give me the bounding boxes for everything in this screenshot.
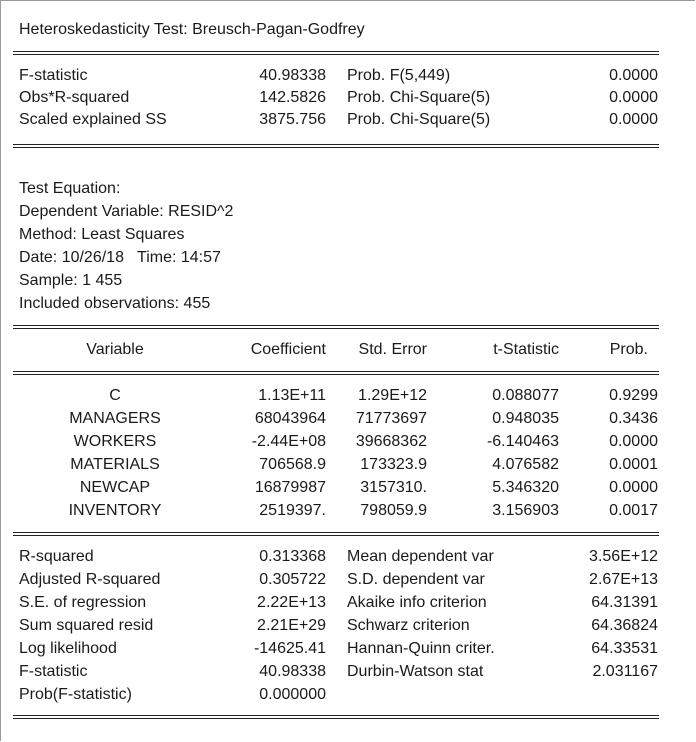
summary-value-2: 64.33531 <box>591 640 658 657</box>
sample-range: Sample: 1 455 <box>19 272 123 289</box>
cell-prob: 0.3436 <box>609 410 658 427</box>
summary-value: 0.313368 <box>259 548 326 565</box>
prob-value: 0.0000 <box>609 111 658 128</box>
prob-label: Prob. Chi-Square(5) <box>347 111 491 128</box>
cell-std-error: 39668362 <box>355 433 427 450</box>
cell-variable: INVENTORY <box>68 502 162 519</box>
cell-t-statistic: 0.948035 <box>492 410 559 427</box>
cell-variable: WORKERS <box>73 433 157 450</box>
divider <box>13 532 659 536</box>
cell-t-statistic: -6.140463 <box>486 433 559 450</box>
cell-coefficient: 16879987 <box>254 479 326 496</box>
cell-prob: 0.0001 <box>609 456 658 473</box>
cell-std-error: 1.29E+12 <box>358 387 427 404</box>
summary-label: Log likelihood <box>19 640 117 657</box>
prob-label: Prob. F(5,449) <box>347 67 451 84</box>
summary-label-2: Schwarz criterion <box>347 617 470 634</box>
divider <box>13 715 659 719</box>
col-header-prob: Prob. <box>609 341 648 358</box>
cell-coefficient: 68043964 <box>254 410 326 427</box>
stat-label: Obs*R-squared <box>19 89 130 106</box>
divider <box>13 371 659 375</box>
summary-label: Sum squared resid <box>19 617 154 634</box>
summary-label: R-squared <box>19 548 94 565</box>
stat-value: 40.98338 <box>259 67 326 84</box>
summary-value-2: 3.56E+12 <box>589 548 658 565</box>
cell-coefficient: -2.44E+08 <box>251 433 326 450</box>
summary-label-2: Akaike info criterion <box>347 594 487 611</box>
cell-coefficient: 706568.9 <box>259 456 326 473</box>
stat-label: Scaled explained SS <box>19 111 167 128</box>
divider <box>13 51 659 55</box>
cell-variable: C <box>109 387 121 404</box>
cell-prob: 0.0017 <box>609 502 658 519</box>
cell-variable: MANAGERS <box>69 410 161 427</box>
cell-std-error: 173323.9 <box>360 456 427 473</box>
included-observations: Included observations: 455 <box>19 295 211 312</box>
summary-label: S.E. of regression <box>19 594 147 611</box>
cell-std-error: 3157310. <box>360 479 427 496</box>
stat-label: F-statistic <box>19 67 88 84</box>
date-time: Date: 10/26/18 Time: 14:57 <box>19 249 221 266</box>
summary-value-2: 64.31391 <box>591 594 658 611</box>
summary-value-2: 2.67E+13 <box>589 571 658 588</box>
col-header-t-statistic: t-Statistic <box>493 341 559 358</box>
col-header-variable: Variable <box>86 341 144 358</box>
prob-value: 0.0000 <box>609 89 658 106</box>
col-header-std-error: Std. Error <box>358 341 427 358</box>
cell-t-statistic: 4.076582 <box>492 456 559 473</box>
summary-label-2: S.D. dependent var <box>347 571 485 588</box>
cell-prob: 0.0000 <box>609 479 658 496</box>
cell-std-error: 71773697 <box>355 410 427 427</box>
summary-label: Prob(F-statistic) <box>19 686 132 703</box>
cell-variable: NEWCAP <box>79 479 151 496</box>
cell-t-statistic: 0.088077 <box>492 387 559 404</box>
summary-value: 2.21E+29 <box>257 617 326 634</box>
cell-coefficient: 2519397. <box>259 502 326 519</box>
cell-coefficient: 1.13E+11 <box>258 387 326 404</box>
summary-value: 2.22E+13 <box>257 594 326 611</box>
summary-label: F-statistic <box>19 663 88 680</box>
summary-value: -14625.41 <box>253 640 326 657</box>
stat-value: 142.5826 <box>259 89 326 106</box>
cell-std-error: 798059.9 <box>360 502 427 519</box>
test-equation-heading: Test Equation: <box>19 180 121 197</box>
stat-value: 3875.756 <box>259 111 326 128</box>
cell-prob: 0.9299 <box>609 387 658 404</box>
summary-label-2: Hannan-Quinn criter. <box>347 640 495 657</box>
summary-label-2: Mean dependent var <box>347 548 494 565</box>
cell-variable: MATERIALS <box>70 456 160 473</box>
cell-t-statistic: 5.346320 <box>492 479 559 496</box>
divider <box>13 144 659 148</box>
summary-label-2: Durbin-Watson stat <box>347 663 484 680</box>
summary-value-2: 64.36824 <box>591 617 658 634</box>
estimation-method: Method: Least Squares <box>19 226 185 243</box>
divider <box>13 325 659 329</box>
test-title: Heteroskedasticity Test: Breusch-Pagan-Godfrey <box>19 21 365 38</box>
dependent-variable: Dependent Variable: RESID^2 <box>19 203 234 220</box>
col-header-coefficient: Coefficient <box>250 341 326 358</box>
summary-value: 0.000000 <box>259 686 326 703</box>
summary-value: 0.305722 <box>259 571 326 588</box>
prob-value: 0.0000 <box>609 67 658 84</box>
summary-value: 40.98338 <box>259 663 326 680</box>
summary-label: Adjusted R-squared <box>19 571 161 588</box>
cell-prob: 0.0000 <box>609 433 658 450</box>
prob-label: Prob. Chi-Square(5) <box>347 89 491 106</box>
summary-value-2: 2.031167 <box>592 663 658 680</box>
cell-t-statistic: 3.156903 <box>492 502 559 519</box>
